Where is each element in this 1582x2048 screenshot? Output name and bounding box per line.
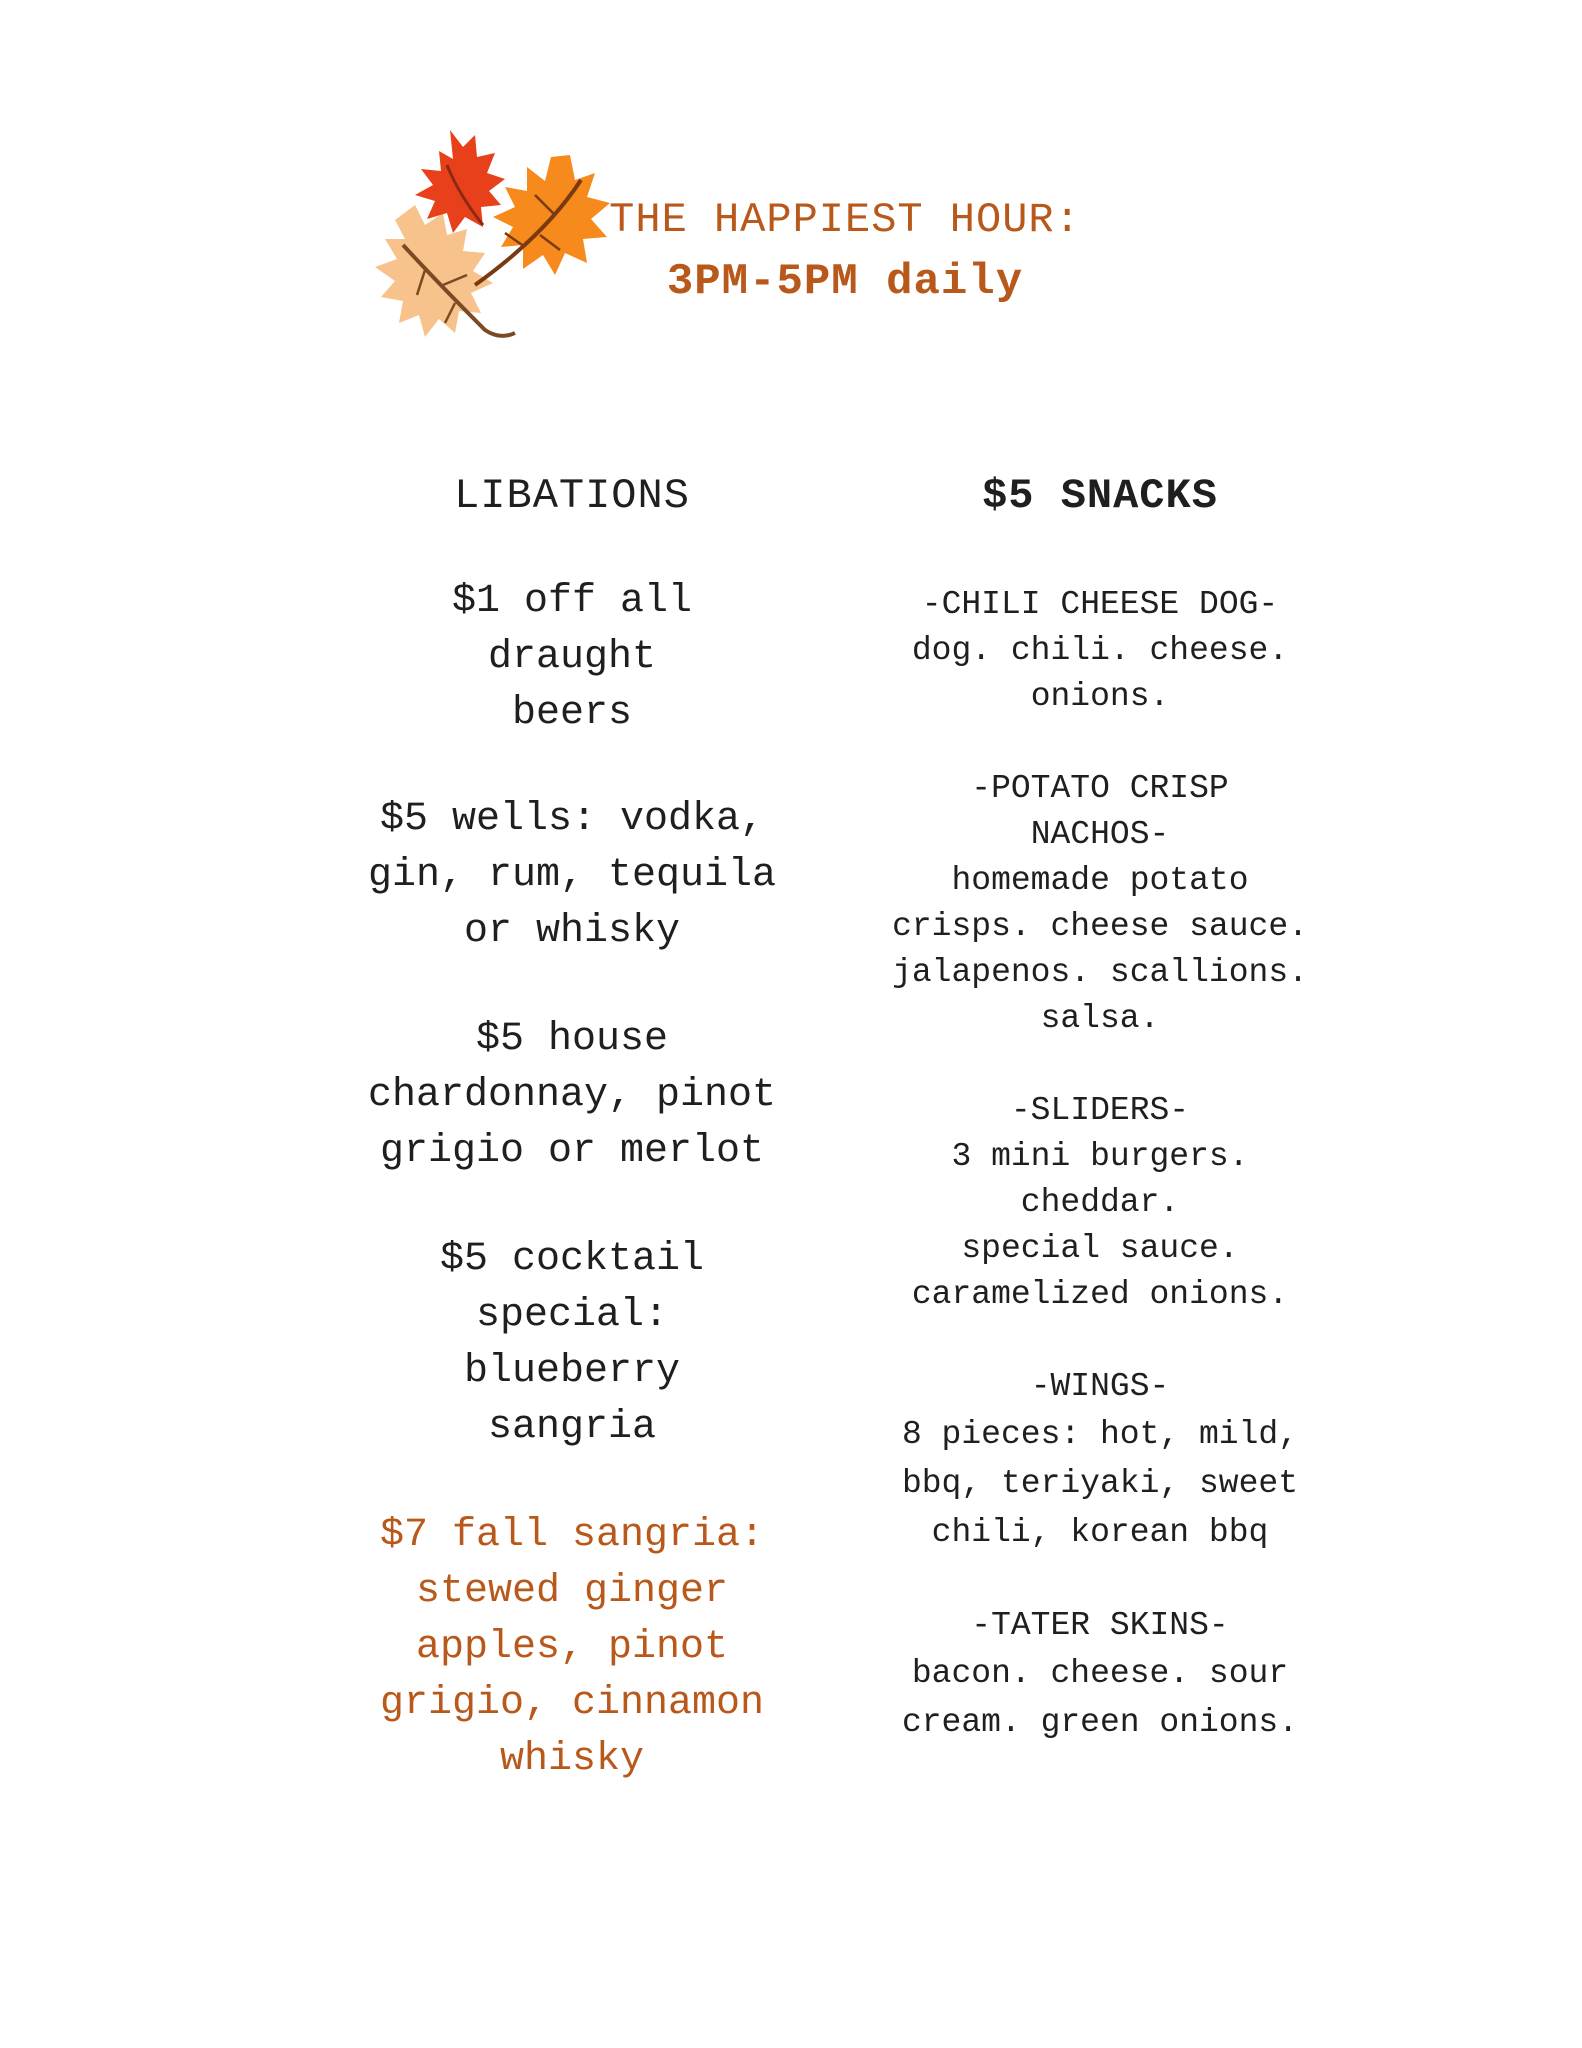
snack-item	[880, 1088, 1320, 1318]
snack-item	[880, 1603, 1320, 1747]
snack-description: homemade potato crisps. cheese sauce. jalapenos. scallions. salsa.	[892, 862, 1308, 1037]
libations-heading: LIBATIONS	[454, 472, 690, 520]
snack-description: dog. chili. cheese. onions.	[911, 632, 1289, 715]
red-leaf-icon	[415, 130, 505, 233]
snack-description: bacon. cheese. sour cream. green onions.	[901, 1655, 1299, 1741]
snack-description: 8 pieces: hot, mild, bbq, teriyaki, sweet chili, korean bbq	[901, 1416, 1299, 1551]
snack-item	[880, 766, 1320, 1042]
snack-name: -WINGS-	[1030, 1368, 1170, 1405]
page-title	[585, 190, 1105, 314]
title-line-2: 3PM-5PM daily	[666, 257, 1024, 307]
libation-item-fall-special: $7 fall sangria: stewed ginger apples, pinot grigio, cinnamon whisky	[379, 1513, 765, 1782]
snack-description: 3 mini burgers. cheddar. special sauce. caramelized onions.	[911, 1138, 1289, 1313]
snacks-heading: $5 SNACKS	[982, 472, 1218, 520]
snack-name: -POTATO CRISP NACHOS-	[971, 770, 1229, 853]
libation-item: $5 cocktail special: blueberry sangria	[439, 1237, 705, 1450]
title-line-1: THE HAPPIEST HOUR:	[609, 196, 1081, 244]
snack-name: -TATER SKINS-	[971, 1607, 1229, 1644]
libation-item: $5 wells: vodka, gin, rum, tequila or whisky	[367, 797, 777, 954]
snack-item	[880, 582, 1320, 720]
autumn-leaves-icon	[355, 125, 615, 350]
snack-name: -CHILI CHEESE DOG-	[921, 586, 1279, 623]
snack-item	[880, 1364, 1320, 1557]
libation-item: $1 off all draught beers	[451, 579, 693, 736]
libations-column	[362, 468, 782, 1788]
snack-name: -SLIDERS-	[1010, 1092, 1190, 1129]
snacks-column	[880, 468, 1320, 1747]
libation-item: $5 house chardonnay, pinot grigio or merlot	[367, 1017, 777, 1174]
